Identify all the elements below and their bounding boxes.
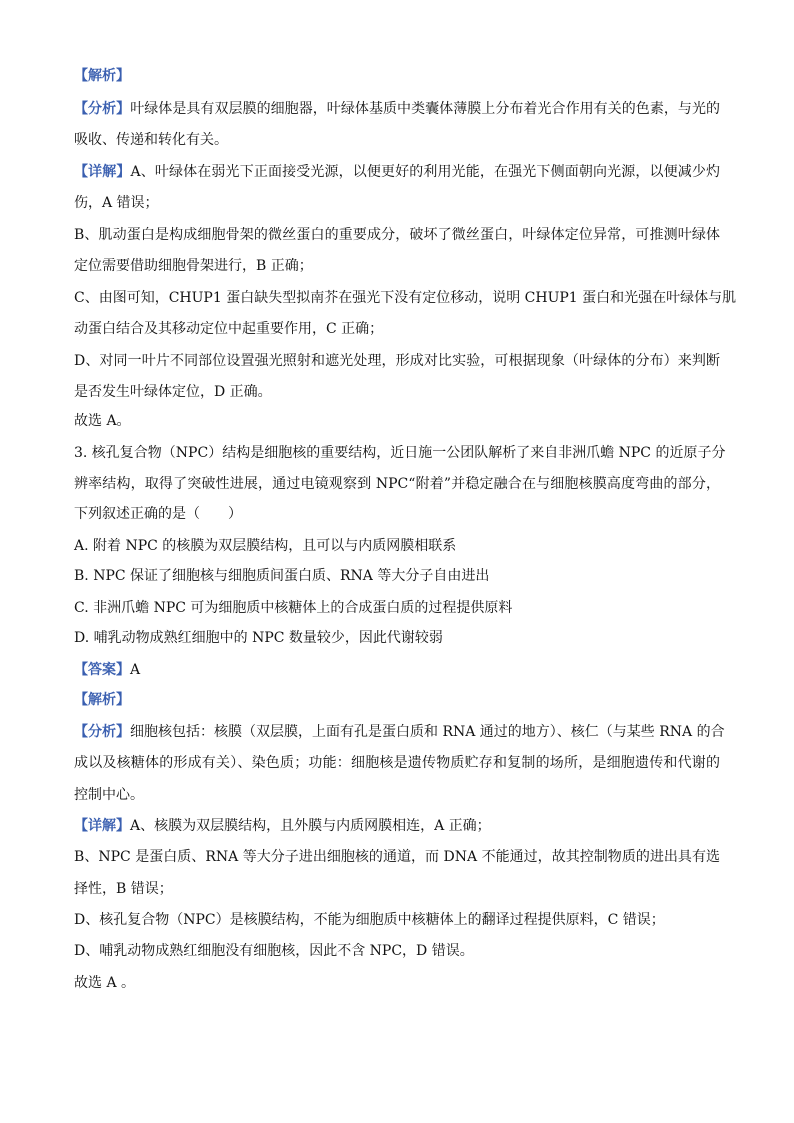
analysis-sub-tag: 【分析】: [74, 724, 130, 740]
explanation-line: 是否发生叶绿体定位，D 正确。: [74, 384, 272, 400]
explanation-line: B、肌动蛋白是构成细胞骨架的微丝蛋白的重要成分，破坏了微丝蛋白，叶绿体定位异常，可推测叶绿体: [74, 227, 720, 243]
explanation-line: B、NPC 是蛋白质、RNA 等大分子进出细胞核的通道，而 DNA 不能通过，故其控制物质的进出具有选: [74, 849, 720, 865]
analysis-line: 吸收、传递和转化有关。: [74, 132, 228, 148]
analysis-tag: 【解析】: [74, 692, 130, 708]
option-c: C. 非洲爪蟾 NPC 可为细胞质中核糖体上的合成蛋白质的过程提供原料: [74, 600, 513, 616]
analysis-heading: [74, 66, 130, 86]
answer-line: [74, 660, 140, 680]
option-d: D. 哺乳动物成熟红细胞中的 NPC 数量较少，因此代谢较弱: [74, 630, 443, 646]
explanation-line: [74, 162, 720, 182]
explanation-line: 动蛋白结合及其移动定位中起重要作用，C 正确；: [74, 321, 384, 337]
option-b: B. NPC 保证了细胞核与细胞质间蛋白质、RNA 等大分子自由进出: [74, 568, 490, 584]
question-stem-line: 辨率结构，取得了突破性进展，通过电镜观察到 NPC“附着”并稳定融合在与细胞核膜高度弯曲的部分，: [74, 476, 720, 492]
analysis-line: [74, 722, 725, 742]
explanation-line: D、核孔复合物（NPC）是核膜结构，不能为细胞质中核糖体上的翻译过程提供原料，C 错误；: [74, 912, 665, 928]
explanation-line: 择性，B 错误；: [74, 881, 173, 897]
explanation-line: D、对同一叶片不同部位设置强光照射和遮光处理，形成对比实验，可根据现象（叶绿体的分布）来判断: [74, 353, 720, 369]
analysis-line: 成以及核糖体的形成有关）、染色质；功能：细胞核是遗传物质贮存和复制的场所，是细胞遗传和代谢的: [74, 755, 720, 771]
question-stem-line: 3. 核孔复合物（NPC）结构是细胞核的重要结构，近日施一公团队解析了来自非洲爪蟾 NPC 的近原子分: [74, 445, 726, 461]
explanation-text: A、核膜为双层膜结构，且外膜与内质网膜相连，A 正确；: [130, 818, 491, 834]
explanation-tag: 【详解】: [74, 818, 130, 834]
conclusion: 故选 A 。: [74, 975, 136, 991]
analysis-sub-tag: 【分析】: [74, 101, 131, 117]
analysis-line: [74, 99, 720, 119]
analysis-text: 叶绿体是具有双层膜的细胞器，叶绿体基质中类囊体薄膜上分布着光合作用有关的色素，与光的: [130, 101, 721, 117]
explanation-line: C、由图可知，CHUP1 蛋白缺失型拟南芥在强光下没有定位移动，说明 CHUP1 蛋白和光强在叶绿体与肌: [74, 290, 737, 306]
answer-value: A: [130, 662, 141, 678]
analysis-line: 控制中心。: [74, 787, 144, 803]
explanation-line: 定位需要借助细胞骨架进行，B 正确；: [74, 258, 313, 274]
answer-tag: 【答案】: [74, 662, 130, 678]
conclusion: 故选 A。: [74, 413, 131, 429]
analysis-heading: [74, 690, 130, 710]
explanation-line: 伤，A 错误；: [74, 195, 159, 211]
analysis-text: 细胞核包括：核膜（双层膜，上面有孔是蛋白质和 RNA 通过的地方）、核仁（与某些 RNA 的合: [130, 724, 725, 740]
analysis-tag: 【解析】: [74, 68, 130, 84]
explanation-text: A、叶绿体在弱光下正面接受光源，以便更好的利用光能，在强光下侧面朝向光源，以便减少灼: [130, 164, 721, 180]
explanation-tag: 【详解】: [74, 164, 131, 180]
question-stem-line: 下列叙述正确的是（ ）: [74, 506, 242, 522]
explanation-line: D、哺乳动物成熟红细胞没有细胞核，因此不含 NPC，D 错误。: [74, 943, 474, 959]
option-a: A. 附着 NPC 的核膜为双层膜结构，且可以与内质网膜相联系: [74, 538, 457, 554]
explanation-line: [74, 816, 491, 836]
